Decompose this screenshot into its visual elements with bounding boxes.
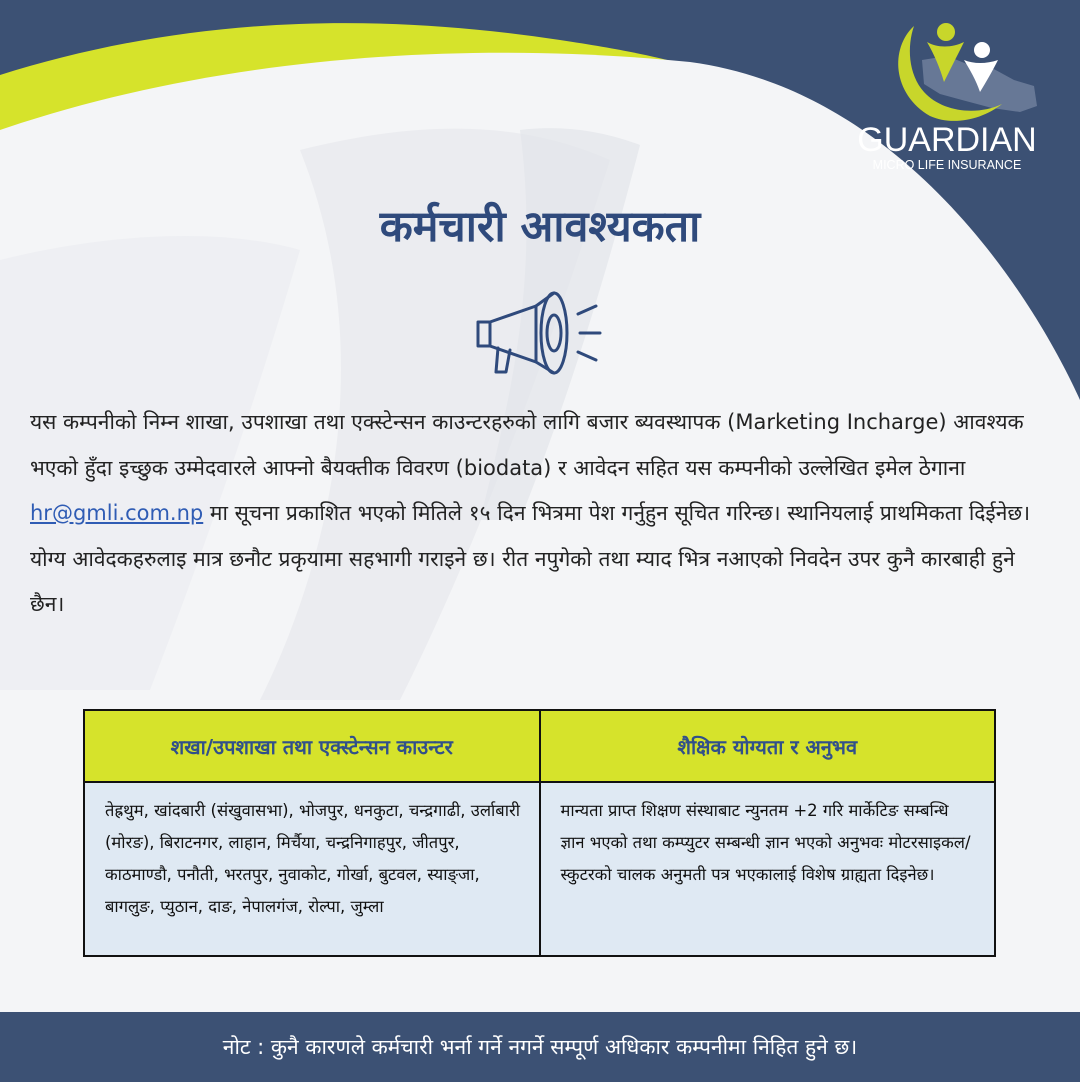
table-header-row: [84, 710, 995, 782]
logo-emblem-icon: [852, 8, 1042, 128]
header-branches: शखा/उपशाखा तथा एक्स्टेन्सन काउन्टर: [84, 710, 540, 782]
header-qualification: शैक्षिक योग्यता र अनुभव: [540, 710, 996, 782]
footer-note: नोट : कुनै कारणले कर्मचारी भर्ना गर्ने नगर्ने सम्पूर्ण अधिकार कम्पनीमा निहित हुने छ।: [0, 1012, 1080, 1080]
logo-brand-name: GUARDIAN: [857, 121, 1037, 159]
guardian-logo: [852, 8, 1042, 173]
megaphone-icon: [470, 288, 610, 378]
logo-tagline: MICRO LIFE INSURANCE: [872, 158, 1022, 172]
body-text-part1: यस कम्पनीको निम्न शाखा, उपशाखा तथा एक्स्टेन्सन काउन्टरहरुको लागि बजार ब्यवस्थापक (Marketing Incharge) आवश्यक भएको हुँदा इच्छुक उम्मेदवारले आफ्नो बैयक्तीक विवरण (biodata) र आवेदन सहित यस कम्पनीको उल्लेखित इमेल ठेगाना: [30, 410, 1024, 480]
page-title: कर्मचारी आवश्यकता: [379, 202, 701, 252]
cell-branches: तेह्रथुम, खांदबारी (संखुवासभा), भोजपुर, धनकुटा, चन्द्रगाढी, उर्लाबारी (मोरङ), बिराटनगर, लाहान, मिर्चैया, चन्द्रनिगाहपुर, जीतपुर, काठमाण्डौ, पनौती, भरतपुर, नुवाकोट, गोर्खा, बुटवल, स्याङ्जा, बागलुङ, प्युठान, दाङ, नेपालगंज, रोल्पा, जुम्ला: [84, 782, 540, 956]
table-row: [84, 782, 995, 956]
announcement-paragraph: [30, 400, 1050, 628]
email-link[interactable]: hr@gmli.com.np: [30, 501, 204, 525]
cell-qualification: मान्यता प्राप्त शिक्षण संस्थाबाट न्युनतम +2 गरि मार्केटिङ सम्बन्धि ज्ञान भएको तथा कम्प्युटर सम्बन्धी ज्ञान भएको अनुभवः मोटरसाइकल/ स्कुटरको चालक अनुमती पत्र भएकालाई विशेष ग्राह्यता दिइनेछ।: [540, 782, 996, 956]
body-text-part2: मा सूचना प्रकाशित भएको मितिले १५ दिन भित्रमा पेश गर्नुहुन सूचित गरिन्छ। स्थानियलाई प्राथमिकता दिईनेछ। योग्य आवेदकहरुलाइ मात्र छनौट प्रकृयामा सहभागी गराइने छ। रीत नपुगेको तथा म्याद भित्र नआएको निवदेन उपर कुनै कारबाही हुने छैन।: [30, 501, 1031, 616]
requirements-table: [83, 709, 996, 957]
